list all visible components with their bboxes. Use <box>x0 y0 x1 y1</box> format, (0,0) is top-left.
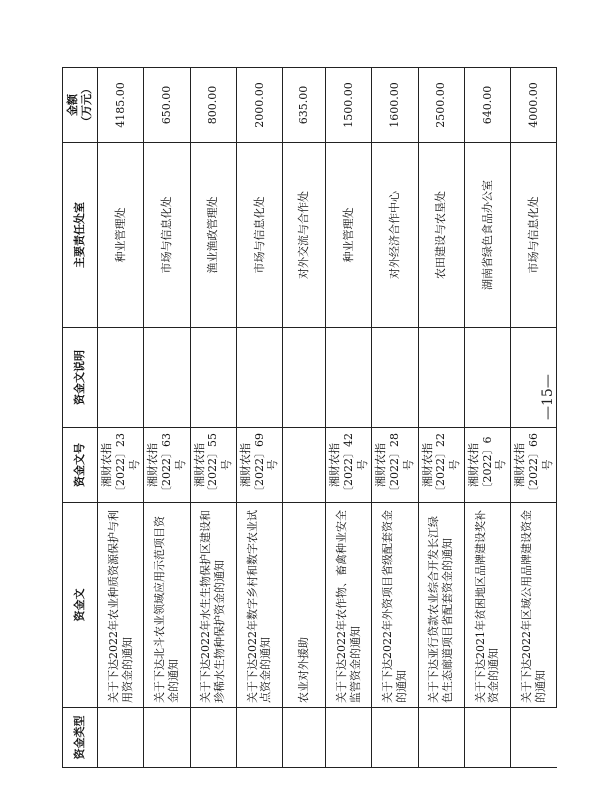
fund-number-cell: 湘财农指〔2022〕22号 <box>418 428 464 503</box>
type-cell <box>372 708 418 768</box>
fund-number-cell: 湘财农指〔2022〕55号 <box>190 428 236 503</box>
header-fund-note: 资金文说明 <box>63 328 98 428</box>
fund-note-cell <box>464 328 510 428</box>
fund-title-cell: 关于下达北斗农业领域应用示范项目资金的通知 <box>144 503 190 708</box>
fund-number-cell: 湘财农指〔2022〕66号 <box>511 428 557 503</box>
fund-note-cell <box>326 328 372 428</box>
type-cell <box>98 708 144 768</box>
fund-table <box>62 67 557 768</box>
fund-title-cell: 农业对外援助 <box>283 503 326 708</box>
fund-number-cell <box>283 428 326 503</box>
responsible-office-cell: 种业管理处 <box>98 143 144 328</box>
table-row <box>190 68 236 768</box>
fund-number-cell: 湘财农指〔2022〕63号 <box>144 428 190 503</box>
page-number: —15— <box>540 374 556 420</box>
amount-cell: 4000.00 <box>511 68 557 143</box>
table-row <box>144 68 190 768</box>
responsible-office-cell: 对外经济合作中心 <box>372 143 418 328</box>
header-responsible-office: 主要责任处室 <box>63 143 98 328</box>
fund-title-cell: 关于下达2022年外资项目省级配套资金的通知 <box>372 503 418 708</box>
responsible-office-cell: 市场与信息化处 <box>144 143 190 328</box>
table-row <box>283 68 326 768</box>
fund-title-cell: 关于下达2022年水生生物保护区建设和珍稀水生物种保护资金的通知 <box>190 503 236 708</box>
fund-title-cell: 关于下达亚行贷款农业综合开发长江绿色生态廊道项目省配套资金的通知 <box>418 503 464 708</box>
responsible-office-cell: 种业管理处 <box>326 143 372 328</box>
fund-title-cell: 关于下达2022年数字乡村和数字农业试点资金的通知 <box>236 503 282 708</box>
type-cell <box>418 708 464 768</box>
amount-cell: 650.00 <box>144 68 190 143</box>
fund-note-cell <box>283 328 326 428</box>
table-row <box>372 68 418 768</box>
responsible-office-cell: 市场与信息化处 <box>511 143 557 328</box>
fund-title-cell: 关于下达2021年贫困地区品牌建设奖补资金的通知 <box>464 503 510 708</box>
type-cell <box>326 708 372 768</box>
fund-note-cell <box>190 328 236 428</box>
responsible-office-cell: 渔业渔政管理处 <box>190 143 236 328</box>
type-cell <box>236 708 282 768</box>
table-row <box>326 68 372 768</box>
amount-cell: 1600.00 <box>372 68 418 143</box>
type-cell <box>283 708 326 768</box>
fund-note-cell <box>144 328 190 428</box>
fund-number-cell: 湘财农指〔2022〕28号 <box>372 428 418 503</box>
type-cell <box>464 708 510 768</box>
header-amount: 金额 （万元） <box>63 68 98 143</box>
table-row <box>464 68 510 768</box>
fund-note-cell <box>236 328 282 428</box>
fund-note-cell <box>98 328 144 428</box>
fund-title-cell: 关于下达2022年区域公用品牌建设资金的通知 <box>511 503 557 708</box>
fund-number-cell: 湘财农指〔2022〕23号 <box>98 428 144 503</box>
fund-title-cell: 关于下达2022年农作物、畜禽种业安全监管资金的通知 <box>326 503 372 708</box>
amount-cell: 2500.00 <box>418 68 464 143</box>
amount-cell: 2000.00 <box>236 68 282 143</box>
type-cell <box>144 708 190 768</box>
responsible-office-cell: 农田建设与农垦处 <box>418 143 464 328</box>
amount-cell: 1500.00 <box>326 68 372 143</box>
fund-number-cell: 湘财农指〔2022〕42号 <box>326 428 372 503</box>
amount-cell: 640.00 <box>464 68 510 143</box>
table-row <box>236 68 282 768</box>
amount-cell: 635.00 <box>283 68 326 143</box>
fund-note-cell <box>372 328 418 428</box>
fund-note-cell <box>418 328 464 428</box>
table-row <box>418 68 464 768</box>
table-row <box>98 68 144 768</box>
responsible-office-cell: 对外交流与合作处 <box>283 143 326 328</box>
amount-cell: 800.00 <box>190 68 236 143</box>
header-fund-number: 资金文号 <box>63 428 98 503</box>
fund-number-cell: 湘财农指〔2022〕6号 <box>464 428 510 503</box>
type-cell <box>190 708 236 768</box>
header-fund-title: 资金文 <box>63 503 98 708</box>
type-cell <box>511 708 557 768</box>
responsible-office-cell: 市场与信息化处 <box>236 143 282 328</box>
header-fund-type: 资金类型 <box>63 708 98 768</box>
responsible-office-cell: 湖南省绿色食品办公室 <box>464 143 510 328</box>
table-header-row <box>63 68 98 768</box>
fund-number-cell: 湘财农指〔2022〕69号 <box>236 428 282 503</box>
fund-title-cell: 关于下达2022年农业种质资源保护与利用资金的通知 <box>98 503 144 708</box>
amount-cell: 4185.00 <box>98 68 144 143</box>
